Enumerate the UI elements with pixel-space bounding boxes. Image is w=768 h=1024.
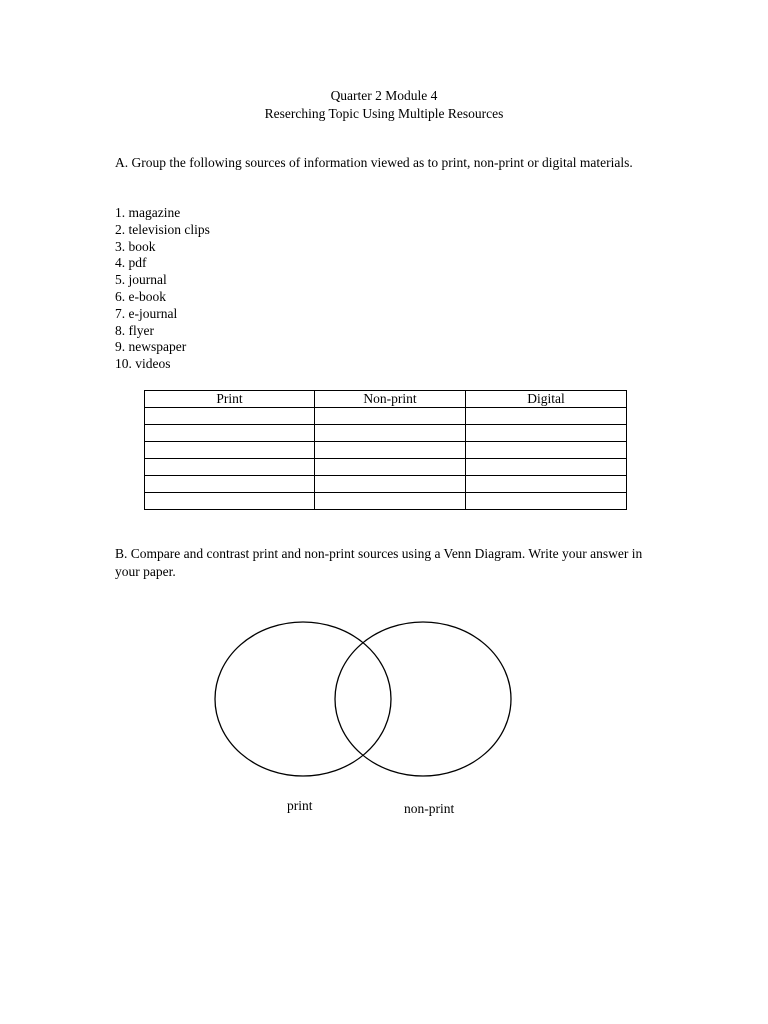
list-item: 9. newspaper — [115, 339, 187, 355]
column-header-print: Print — [145, 391, 315, 408]
list-item: 3. book — [115, 238, 156, 254]
venn-circle-non-print — [335, 622, 511, 776]
venn-circle-print — [215, 622, 391, 776]
column-header-digital: Digital — [466, 391, 627, 408]
list-item: 8. flyer — [115, 322, 154, 338]
list-item: 6. e-book — [115, 288, 166, 304]
venn-label-print: print — [287, 798, 313, 813]
list-item: 1. magazine — [115, 205, 181, 220]
list-item: 4. pdf — [115, 255, 147, 271]
list-item: 2. television clips — [115, 221, 210, 237]
topic-title: Reserching Topic Using Multiple Resources — [264, 106, 504, 121]
list-item: 5. journal — [115, 272, 167, 288]
module-title: Quarter 2 Module 4 — [330, 88, 438, 103]
column-header-non-print: Non-print — [315, 391, 466, 408]
list-item: 7. e-journal — [115, 305, 178, 321]
section-b-instruction: B. Compare and contrast print and non-print sources using a Venn Diagram. Write your answer in your paper. — [115, 546, 643, 579]
list-item: 10. videos — [115, 356, 171, 372]
section-a-instruction: A. Group the following sources of information viewed as to print, non-print or digital materials. — [115, 155, 633, 170]
venn-label-non-print: non-print — [404, 801, 455, 816]
